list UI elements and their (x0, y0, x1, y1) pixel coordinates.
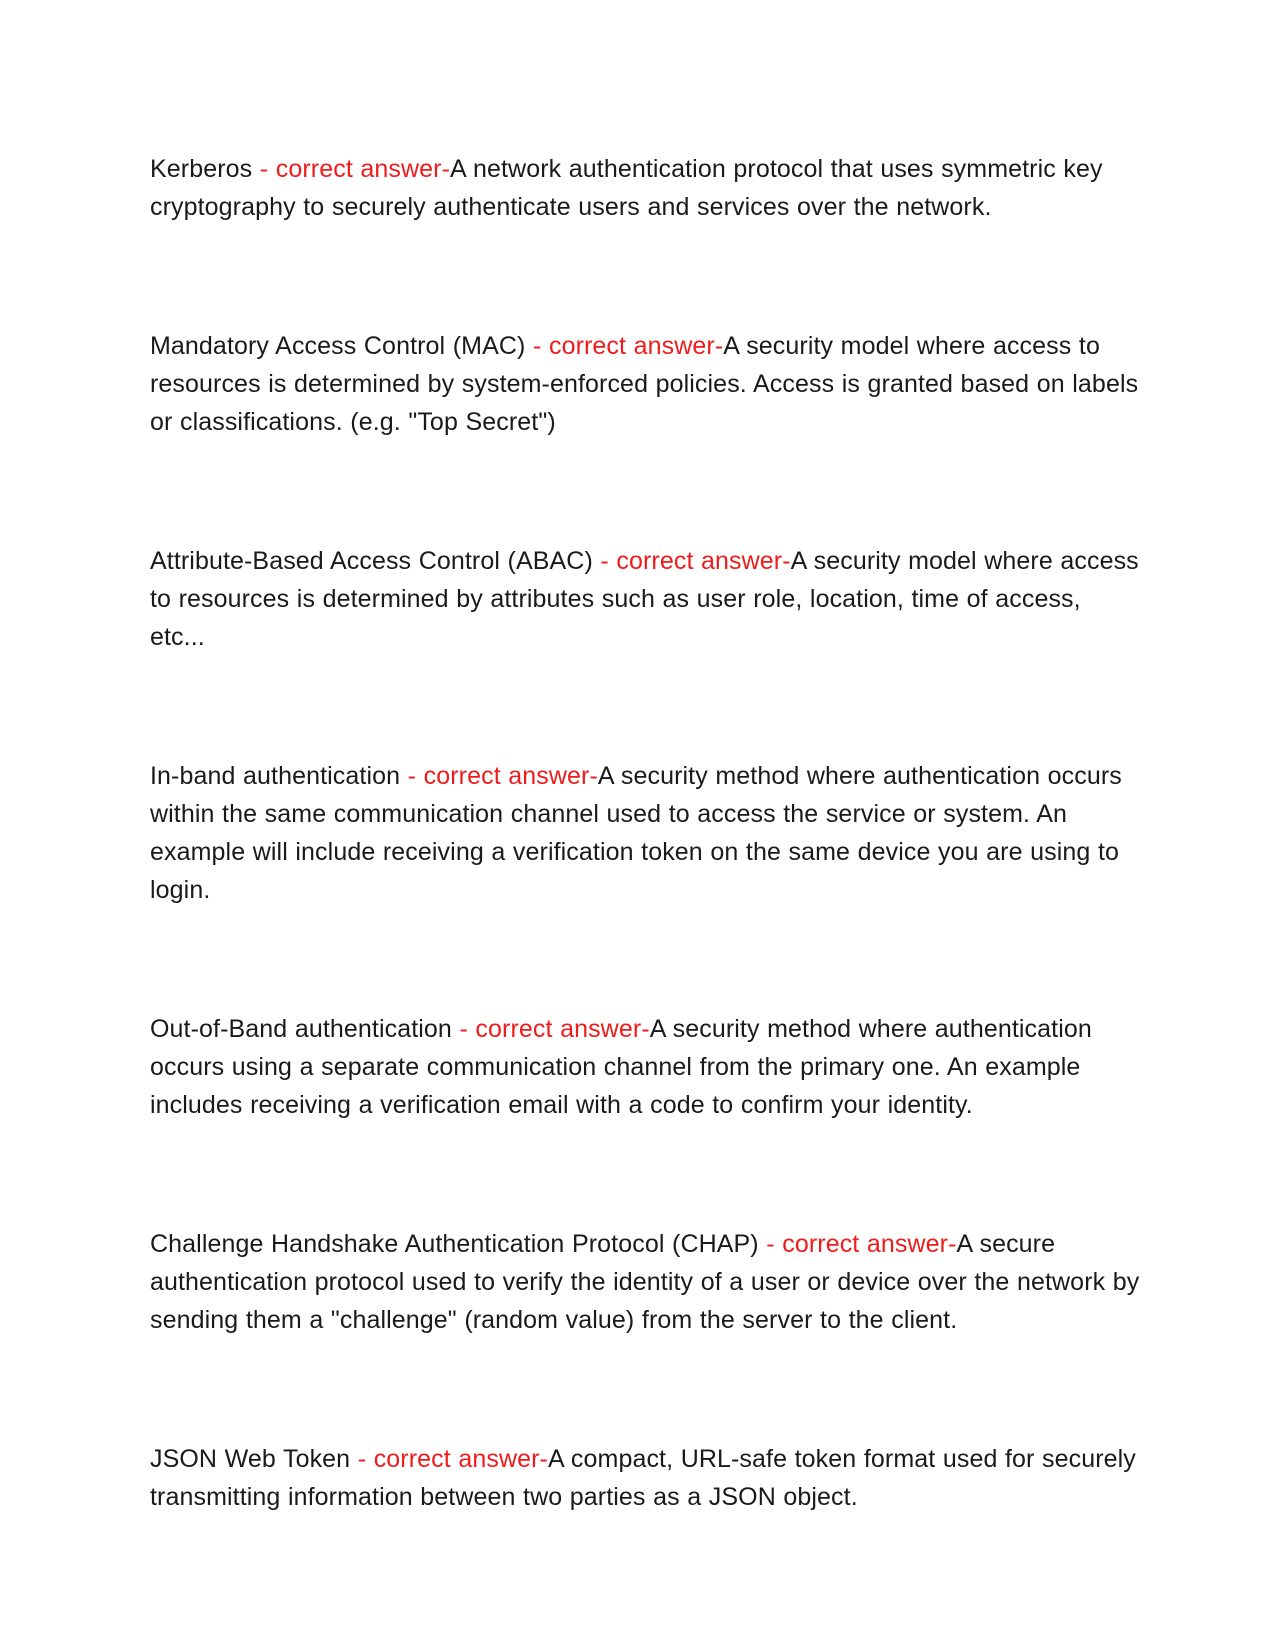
entry-definition: A security method where authentication occurs within the same communication channel used to access the service or system. An example will include receiving a verification token on the same device you are using to login. (150, 762, 1122, 904)
correct-answer-separator: - correct answer- (592, 547, 791, 575)
entry-out-of-band (150, 1010, 1140, 1124)
entry-kerberos (150, 150, 1140, 226)
correct-answer-separator: - correct answer- (350, 1445, 548, 1473)
entry-term: Out-of-Band authentication (150, 1015, 452, 1043)
entry-definition: A security model where access to resources is determined by system-enforced policies. Access is granted based on labels or classifications. (e.g. "Top Secret") (150, 332, 1139, 436)
entry-definition: A network authentication protocol that uses symmetric key cryptography to securely authenticate users and services over the network. (150, 155, 1103, 221)
entry-chap (150, 1225, 1140, 1339)
entry-term: Mandatory Access Control (MAC) (150, 332, 526, 360)
entry-abac (150, 542, 1140, 656)
correct-answer-separator: - correct answer- (400, 762, 598, 790)
correct-answer-separator: - correct answer- (525, 332, 724, 360)
correct-answer-separator: - correct answer- (252, 155, 451, 183)
entry-definition: A compact, URL-safe token format used for securely transmitting information between two parties as a JSON object. (150, 1445, 1136, 1511)
entry-term: JSON Web Token (150, 1445, 351, 1473)
entry-term: Attribute-Based Access Control (ABAC) (150, 547, 593, 575)
entry-mac (150, 327, 1140, 441)
entry-definition: A secure authentication protocol used to verify the identity of a user or device over the network by sending them a "challenge" (random value) from the server to the client. (150, 1230, 1140, 1334)
correct-answer-separator: - correct answer- (451, 1015, 650, 1043)
entry-definition: A security method where authentication occurs using a separate communication channel from the primary one. An example includes receiving a verification email with a code to confirm your identity. (150, 1015, 1092, 1119)
entry-term: Challenge Handshake Authentication Protocol (CHAP) (150, 1230, 759, 1258)
entry-jwt (150, 1440, 1140, 1516)
entry-term: Kerberos (150, 155, 253, 183)
entry-in-band (150, 757, 1140, 909)
flashcard-list (150, 150, 1140, 1516)
entry-definition: A security model where access to resources is determined by attributes such as user role, location, time of access, etc... (150, 547, 1139, 651)
correct-answer-separator: - correct answer- (758, 1230, 957, 1258)
entry-term: In-band authentication (150, 762, 401, 790)
